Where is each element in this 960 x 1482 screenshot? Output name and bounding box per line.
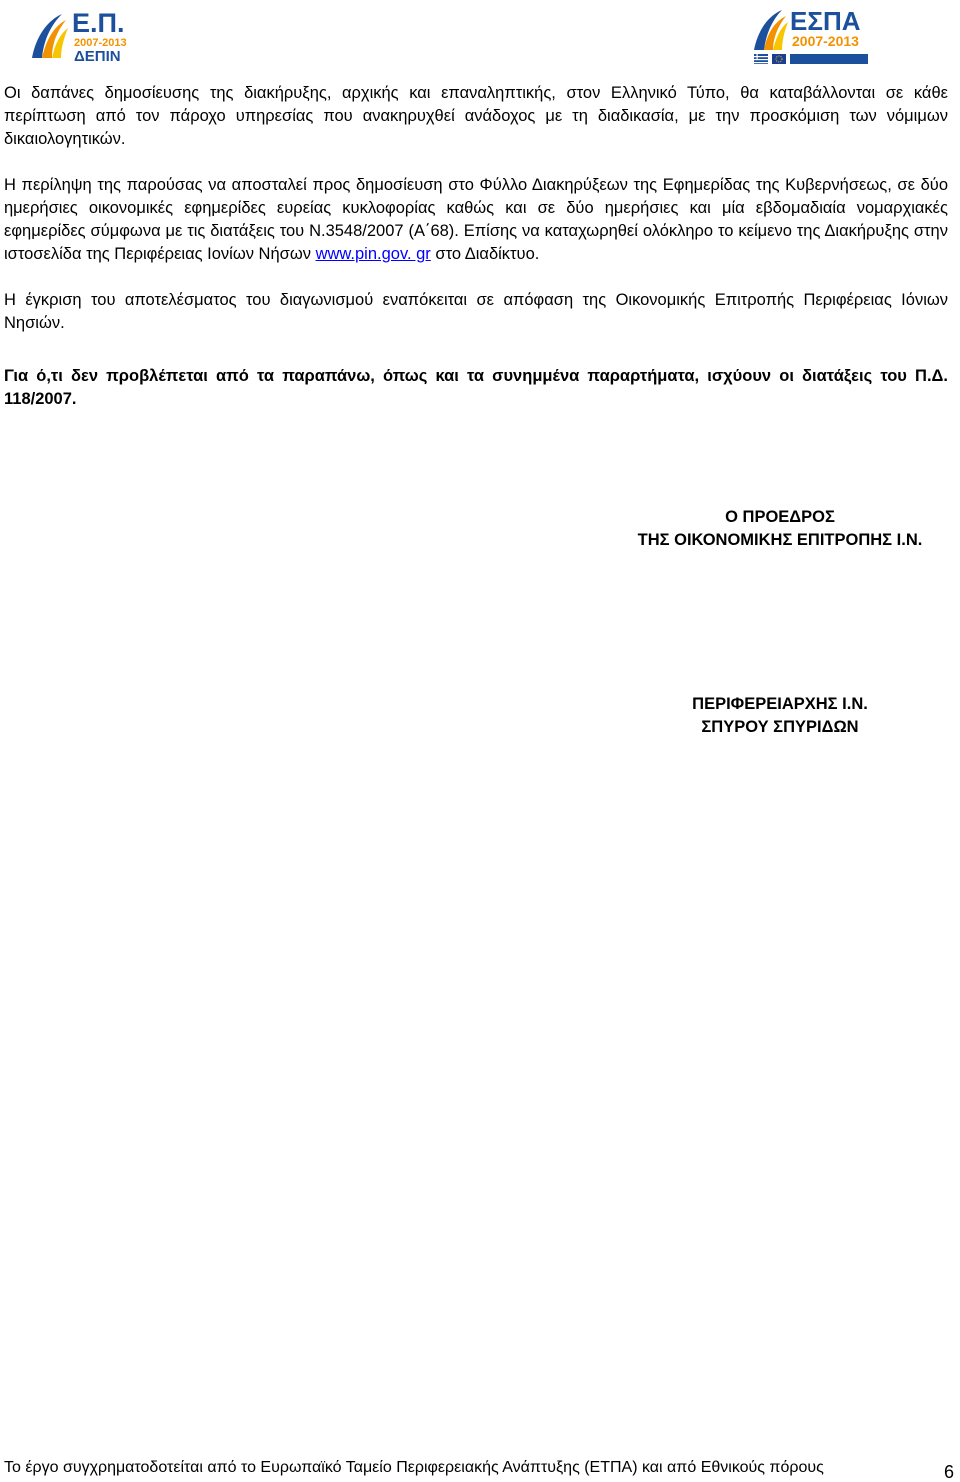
paragraph-publication-summary bbox=[4, 174, 948, 266]
signature-title: Ο ΠΡΟΕΔΡΟΣ bbox=[725, 508, 835, 526]
logo-espa-text: ΕΣΠΑ bbox=[790, 6, 861, 36]
signature-committee bbox=[560, 506, 960, 552]
greek-flag-icon bbox=[754, 54, 768, 64]
slogan-bar bbox=[790, 54, 868, 64]
eu-flag-icon bbox=[772, 54, 786, 64]
signature-name: ΣΠΥΡΟΥ ΣΠΥΡΙΔΩΝ bbox=[701, 718, 859, 736]
paragraph-publication-costs: Οι δαπάνες δημοσίευσης της διακήρυξης, αρχικής και επαναληπτικής, στον Ελληνικό Τύπο, θα καταβάλλονται σε κάθε περίπτωση από τον πάροχο υπηρεσίας που ανακηρυχθεί ανάδοχος με τη διαδικασία, με την προσκόμιση των νόμιμων δικαιολογητικών. bbox=[4, 84, 948, 148]
swirl-icon bbox=[754, 10, 788, 50]
summary-text: Η περίληψη της παρούσας να αποσταλεί προς δημοσίευση στο Φύλλο Διακηρύξεων της Εφημερίδας της Κυβερνήσεως, σε δύο ημερήσιες οικονομικές εφημερίδες ευρείας κυκλοφορίας καθώς και σε δύο ημερήσιες και μία εβδομαδιαία νομαρχιακές εφημερίδες σύμφωνα με τις διατάξεις του Ν.3548/2007 (Α΄68). Επίσης να καταχωρηθεί ολόκληρο το κείμενο της Διακήρυξης στην ιστοσελίδα της Περιφέρειας Ιονίων Νήσων bbox=[4, 176, 948, 263]
paragraph-approval: Η έγκριση του αποτελέσματος του διαγωνισμού εναπόκειται σε απόφαση της Οικονομικής Επιτροπής Περιφέρειας Ιόνιων Νησιών. bbox=[4, 291, 948, 332]
summary-text-end: στο Διαδίκτυο. bbox=[430, 245, 540, 263]
page-number: 6 bbox=[944, 1462, 955, 1482]
logo-ep-text: Ε.Π. bbox=[72, 8, 125, 38]
swirl-icon bbox=[32, 14, 68, 58]
paragraph-applicable-provisions: Για ό,τι δεν προβλέπεται από τα παραπάνω, όπως και τα συνημμένα παραρτήματα, ισχύουν οι διατάξεις του Π.Δ. 118/2007. bbox=[4, 367, 948, 408]
footer-funding-note: Το έργο συγχρηματοδοτείται από το Ευρωπαϊκό Ταμείο Περιφερειακής Ανάπτυξης (ΕΤΠΑ) και από Εθνικούς πόρους bbox=[4, 1459, 824, 1476]
ep-depin-logo bbox=[28, 6, 138, 62]
document-body bbox=[4, 82, 948, 411]
espa-logo bbox=[752, 4, 870, 66]
logo-ep-sub: ΔΕΠΙΝ bbox=[74, 48, 121, 62]
signature-role: ΠΕΡΙΦΕΡΕΙΑΡΧΗΣ Ι.Ν. bbox=[692, 695, 868, 713]
signature-committee-name: ΤΗΣ ΟΙΚΟΝΟΜΙΚΗΣ ΕΠΙΤΡΟΠΗΣ Ι.Ν. bbox=[637, 531, 923, 549]
logo-ep-years: 2007-2013 bbox=[74, 37, 127, 49]
signature-governor bbox=[590, 693, 960, 739]
logo-espa-years: 2007-2013 bbox=[792, 33, 859, 49]
website-link[interactable]: www.pin.gov. gr bbox=[315, 245, 431, 263]
